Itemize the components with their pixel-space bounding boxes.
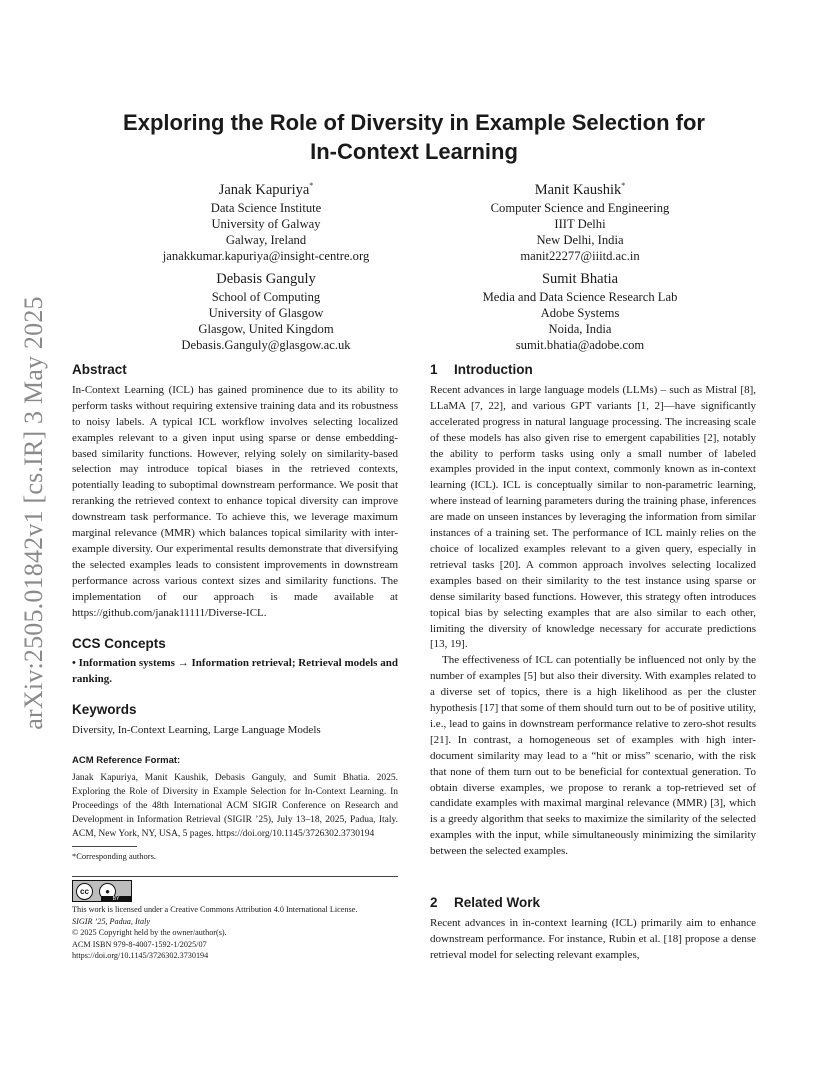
footnote-rule: [72, 846, 137, 847]
author-email: Debasis.Ganguly@glasgow.ac.uk: [181, 338, 351, 352]
person-icon: ●: [99, 883, 116, 900]
author-affiliation: Adobe Systems: [540, 306, 620, 320]
author-block-4: [430, 270, 730, 353]
author-block-2: [430, 176, 730, 264]
ccs-text: • Information systems → Information retrieval; Retrieval models and ranking.: [72, 657, 398, 686]
author-affiliation: Noida, India: [548, 322, 612, 336]
ccs-heading: CCS Concepts: [72, 635, 166, 651]
author-affiliation: Media and Data Science Research Lab: [482, 290, 678, 304]
license-copyright: © 2025 Copyright held by the owner/author(s).: [72, 928, 227, 938]
acm-ref-text: Janak Kapuriya, Manit Kaushik, Debasis Ganguly, and Sumit Bhatia. 2025. Exploring the Role of Diversity in Example Selection for In-Context Learning. In Proceedings of the 48th International ACM SIGIR Conference on Research and Development in Information Retrieval (SIGIR ’25), July 13–18, 2025, Padua, Italy. ACM, New York, NY, USA, 5 pages. https://doi.org/10.1145/3726302.3730194: [72, 772, 398, 840]
intro-paragraph-1: Recent advances in large language models (LLMs) – such as Mistral [8], LLaMA [7, 22], and various GPT variants [1, 2]—have significantly accelerated progress in natural language processing. The increasing scale of these models has also given rise to emergent capabilities [2], notably the ability to perform tasks using only a small number of labeled examples provided in the input context, commonly known as in-context learning (ICL). ICL is conceptually similar to non-parametric learning, where instead of learning parameters during the training phase, inferences are made on unseen instances by leveraging the information from similar instances of a training set. The performance of ICL mainly relies on the choice of localized examples relevant to a given query, especially in retrieval tasks [20]. A common approach involves selecting localized examples based on their similarity to the test instance using sparse or dense similarity based functions. However, this strategy often introduces topical bias by selecting examples that are also similar to each other, limiting the diversity of knowledge necessary for accurate predictions [13, 19].: [430, 383, 756, 651]
author-affiliation: Glasgow, United Kingdom: [198, 322, 334, 336]
license-line: This work is licensed under a Creative Commons Attribution 4.0 International License.: [72, 905, 358, 914]
arxiv-stamp: [16, 293, 52, 733]
author-affiliation: University of Galway: [211, 216, 321, 231]
related-work-section: [430, 895, 756, 964]
license-venue: SIGIR ’25, Padua, Italy: [72, 916, 150, 926]
license-block: [72, 904, 402, 962]
left-column: [72, 362, 398, 841]
abstract-text: In-Context Learning (ICL) has gained prominence due to its ability to perform tasks without requiring extensive training data and its robustness to noisy labels. A typical ICL workflow involves selecting localized examples relevant to a given input using sparse or dense embedding-based similarity functions. However, relying solely on similarity-based selection may introduce topical biases in the retrieved contexts, potentially leading to suboptimal downstream performance. We posit that reranking the retrieved context to enhance topical diversity can improve downstream task performance. To achieve this, we leverage maximum marginal relevance (MMR) which balances topical similarity with inter-example diversity. Our experimental results demonstrate that diversifying the selected examples leads to consistent improvements in downstream performance across various context sizes and similarity functions. The implementation of our approach is made available at https://github.com/janak11111/Diverse-ICL.: [72, 383, 398, 619]
author-affiliation: New Delhi, India: [536, 232, 624, 247]
license-rule: [72, 876, 398, 877]
author-name: Janak Kapuriya*: [218, 181, 314, 198]
author-affiliation: IIIT Delhi: [554, 216, 606, 231]
license-doi: https://doi.org/10.1145/3726302.3730194: [72, 951, 209, 961]
author-block-3: [118, 270, 414, 353]
by-label: BY: [101, 896, 131, 902]
related-paragraph-1: Recent advances in in-context learning (ICL) primarily aim to enhance downstream performance. For instance, Rubin et al. [18] propose a dense retrieval model for selecting relevant examples,: [430, 916, 756, 961]
author-affiliation: University of Glasgow: [208, 306, 324, 320]
abstract-heading: Abstract: [72, 362, 127, 377]
intro-heading: 1 Introduction: [430, 362, 533, 377]
author-affiliation: Computer Science and Engineering: [490, 200, 670, 215]
related-heading: 2 Related Work: [430, 895, 541, 910]
author-email: janakkumar.kapuriya@insight-centre.org: [162, 248, 370, 263]
author-email: sumit.bhatia@adobe.com: [515, 338, 645, 352]
cc-icon: cc: [76, 883, 93, 900]
author-affiliation: Galway, Ireland: [225, 232, 307, 247]
paper-title: [72, 108, 756, 166]
footnote: *Corresponding authors.: [72, 851, 157, 861]
right-column: [430, 362, 756, 860]
author-affiliation: Data Science Institute: [210, 200, 322, 215]
arxiv-stamp-text: arXiv:2505.01842v1 [cs.IR] 3 May 2025: [19, 296, 48, 730]
license-isbn: ACM ISBN 979-8-4007-1592-1/2025/07: [72, 939, 207, 949]
author-affiliation: School of Computing: [211, 290, 321, 304]
author-email: manit22277@iiitd.ac.in: [520, 248, 640, 263]
keywords-text: Diversity, In-Context Learning, Large Language Models: [72, 724, 321, 737]
title-line-2: In-Context Learning: [310, 139, 518, 164]
keywords-heading: Keywords: [72, 702, 137, 718]
acm-ref-heading: ACM Reference Format:: [72, 755, 181, 767]
author-name: Sumit Bhatia: [541, 271, 619, 287]
author-name: Manit Kaushik*: [534, 181, 626, 198]
intro-paragraph-2: The effectiveness of ICL can potentially be influenced not only by the number of examples [5] but also their diversity. With examples related to a diverse set of topics, there is a high likelihood as per the cluster hypothesis [17] that some of them should turn out to be of positive utility, i.e., lead to gains in downstream performance relative to zero-shot results [21]. In contrast, a homogeneous set of examples with high inter-document similarity may lead to a “hit or miss” scenario, with the risk that none of them turn out to be beneficial for contextual generation. To obtain diverse examples, we propose to rerank a top-retrieved set of candidate examples with maximal marginal relevance (MMR) [3], which is a greedy algorithm that seeks to maximize the similarity of the selected examples with the input, while simultaneously minimizing the similarity between the selected examples.: [430, 654, 756, 858]
author-block-1: [118, 176, 414, 264]
title-line-1: Exploring the Role of Diversity in Example Selection for: [123, 110, 705, 135]
author-name: Debasis Ganguly: [216, 271, 316, 287]
cc-by-logo: [72, 880, 132, 902]
